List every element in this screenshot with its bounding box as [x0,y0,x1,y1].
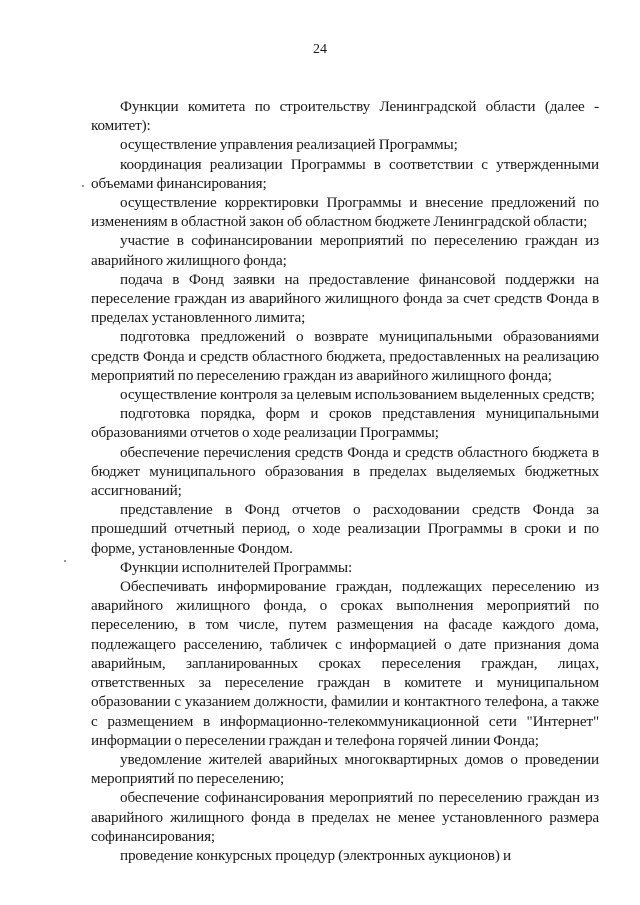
paragraph-cofinancing-provision: обеспечение софинансирования мероприятий по переселению граждан из аварийного жилищного фонда в пределах не менее установленного размера софинансирования; [91,789,599,845]
paragraph-refund-proposals: подготовка предложений о возврате муниципальными образованиями средств Фонда и средств областного бюджета, предоставленных на реализацию мероприятий по переселению граждан из аварийного жилищного фонда; [91,328,599,384]
paragraph-informing-citizens: Обеспечивать информирование граждан, подлежащих переселению из аварийного жилищного фонда, о сроках выполнения мероприятий по переселению, в том числе, путем размещения на фасаде каждого дома, подлежащего расселению, табличек с информацией о дате признания дома аварийным, запланированных сроках переселения граждан, лицах, ответственных за переселение граждан в комитете и муниципальном образовании с указанием должности, фамилии и контактного телефона, а также с размещением в информационно-телекоммуникационной сети "Интернет" информации о переселении граждан и телефона горячей линии Фонда; [91,578,599,749]
paragraph-control: осуществление контроля за целевым использованием выделенных средств; [120,386,595,404]
paragraph-tender-procedures: проведение конкурсных процедур (электронных аукционов) и [120,846,511,864]
paragraph-fund-application: подача в Фонд заявки на предоставление финансовой поддержки на переселение граждан из аварийного жилищного фонда за счет средств Фонда в пределах установленного лимита; [91,270,599,327]
paragraph-functions-executors: Функции исполнителей Программы: [120,558,353,576]
paragraph-transfer-of-funds: обеспечение перечисления средств Фонда и средств областного бюджета в бюджет муниципального образования в пределах выделяемых бюджетных ассигнований; [91,443,599,500]
scan-speck [64,560,66,562]
document-body [91,97,599,865]
paragraph-functions-committee: Функции комитета по строительству Ленинградской области (далее - комитет): [91,98,599,135]
paragraph-coordination: координация реализации Программы в соответствии с утвержденными объемами финансирования; [91,155,599,192]
paragraph-notifying-residents: уведомление жителей аварийных многоквартирных домов о проведении мероприятий по переселению; [91,750,599,788]
paragraph-reports-to-fund: представление в Фонд отчетов о расходовании средств Фонда за прошедший отчетный период, о ходе реализации Программы в сроки и по форме, установленные Фондом. [91,501,599,557]
paragraph-cofinancing-participation: участие в софинансировании мероприятий по переселению граждан из аварийного жилищного фонда; [91,232,599,269]
scan-speck [82,185,84,187]
page-number: 24 [313,42,327,57]
paragraph-program-management: осуществление управления реализацией Программы; [120,136,458,154]
paragraph-corrections: осуществление корректировки Программы и внесение предложений по изменениям в областной закон об областном бюджете Ленинградской области; [91,194,599,231]
paragraph-reporting-procedure: подготовка порядка, форм и сроков представления муниципальными образованиями отчетов о ходе реализации Программы; [91,405,599,442]
